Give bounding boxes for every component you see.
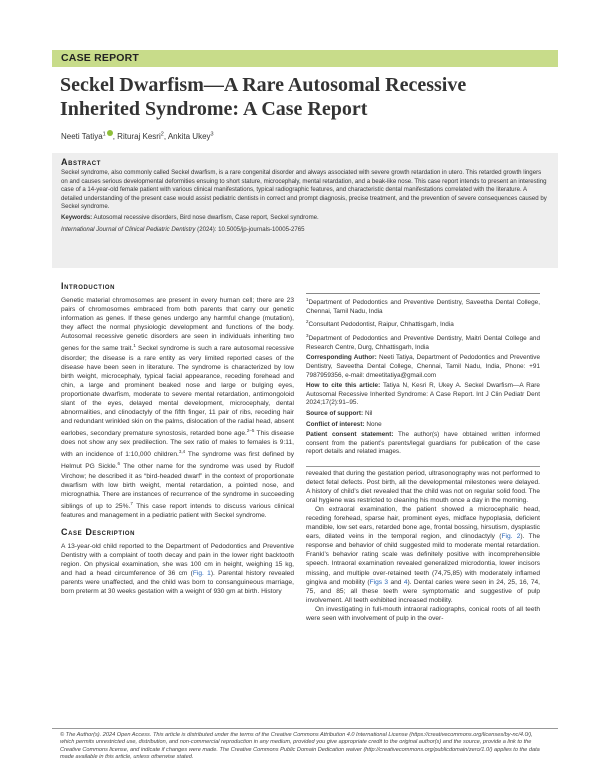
- journal-name: International Journal of Clinical Pediatric Dentistry: [61, 225, 196, 233]
- author-sup: 2: [160, 131, 164, 138]
- affiliation: $^3$Department of Pedodontics and Preventive Dentistry, Maitri Dental College and Research Centre, Durg, Chhattisgarh, India: [306, 333, 540, 351]
- license-footer: © The Author(s). 2024 Open Access. This article is distributed under the terms of the Creative Commons Attribution 4.0 International License (https://creativecommons.org/licenses/by-nc/4.0/), which permits unrestricted use, distribution, and non-commercial reproduction in any medium, provided you give appropriate credit to the original author(s) and the source, provide a link to the Creative Commons license, and indicate if changes were made. The Creative Commons Public Domain Dedication waiver (http://creativecommons.org/publicdomain/zero/1.0/) applies to the data made available in this article, unless otherwise stated.: [60, 732, 540, 761]
- abstract-box: [52, 153, 558, 268]
- introduction-paragraph: Genetic material chromosomes are present in every human cell; there are 23 pairs of chromosomes embraced from both parents that carry our genetic information as genes. If these genes undergo any harmful change (mutation), they affect the normal physiologic development and functions of the body. Autosomal recessive genetic disorders are seen in individuals inheriting two genes for the same trait.$^1$ Seckel syndrome is such a rare autosomal recessive disorder; the disease is a rare entity as very limited reported cases of the disease have been seen in literature. The syndrome is characterized by low birth weight, microcephaly, typical facial appearance, receding forehead and chin, a large and prominent beaked nose and large or bulging eyes, proportionate dwarfism, moderate to severe mental retardation, antimongoloid slant of the eyes, delayed mental development, microcephaly, dental abnormalities, and clinodactyly of the fifth finger, 11 pair of ribs, receding hair and redundant wrinkled skin on the palms, dislocation of the radial head, absent earlobes, secondary premature synostosis, retarded bone age.$^{2-5}$ This disease does not show any sex predilection. The sex ratio of males to females is 9:11, with an incidence of 1:10,000 children.$^{3,4}$ The syndrome was first defined by Helmut PG Sickle.$^6$ The other name for the syndrome was used by Rudolf Virchow; he described it as “bird-headed dwarf” in the context of proportionate dwarfism with low birth weight, mental retardation, a pointed nose, and micrognathia. There are instances of recurrence of the syndrome in succeeding siblings of up to 25%.$^7$ This case report intends to discuss various clinical features and management in a pediatric patient with Seckel syndrome.: [61, 297, 295, 520]
- body-paragraph: On investigating in full-mouth intraoral radiographs, conical roots of all teeth were seen with involvement of pulp in the over-: [306, 605, 540, 622]
- figure-link[interactable]: Figs 3: [369, 578, 389, 586]
- author-name[interactable]: Rituraj Kesri: [117, 132, 161, 141]
- right-column-body: [306, 469, 540, 623]
- author-name[interactable]: Neeti Tatiya: [61, 132, 103, 141]
- journal-doi[interactable]: (2024): 10.5005/jp-journals-10005-2765: [195, 225, 305, 233]
- introduction-heading: Introduction: [61, 281, 116, 291]
- author-sup: 3: [210, 131, 214, 138]
- case-report-banner: CASE REPORT: [52, 50, 558, 67]
- author-list: Neeti Tatiya$^1$ , Rituraj Kesri$^2$, Ankita Ukey$^3$: [61, 131, 214, 141]
- corresponding-author: Corresponding Author: Neeti Tatiya, Department of Pedodontics and Preventive Dentistry, Saveetha Dental College, Chennai, Tamil Nadu, India, Phone: +91 7987959356, e-mail: dmeetitatiya@gmail.com: [306, 354, 541, 379]
- keywords: [61, 214, 549, 222]
- figure-link[interactable]: Fig. 1: [192, 570, 211, 578]
- figure-link[interactable]: Fig. 2: [501, 533, 521, 541]
- source-of-support: Source of support: Nil: [306, 409, 373, 417]
- patient-consent: Patient consent statement: The author(s) have obtained written informed consent from the patient’s parents/legal guardians for publication of the case report details and related images.: [306, 431, 540, 456]
- orcid-icon[interactable]: [107, 130, 113, 136]
- author-name[interactable]: Ankita Ukey: [167, 132, 211, 141]
- case-description-paragraph: A 13-year-old child reported to the Department of Pedodontics and Preventive Dentistry with a complaint of tooth decay and pain in the lower right backtooth region. On physical examination, she was 100 cm in height, weighing 15 kg, and had a head circumference of 36 cm (Fig. 1). Parental history revealed parents were unaffected, and the child was born to consanguineous marriage, born preterm at 30 weeks gestation with a weight of 930 gm at birth. History: [61, 543, 294, 596]
- affiliation: $^2$Consultant Pedodontist, Raipur, Chhattisgarh, India: [306, 319, 454, 329]
- affiliation-divider: [306, 293, 540, 294]
- abstract-body: Seckel syndrome, also commonly called Seckel dwarfism, is a rare congenital disorder and always associated with severe growth retardation in utero. This retarded growth lingers on and causes serious developmental deformities ensuing to short stature, microcephaly, mental retardation, and a beak-like nose. This case report intends to present an interesting case of a 14-year-old female patient with various clinical manifestations, typical radiographic features, and characteristic dental manifestations correlated with the literature. A detailed understanding of the present case would assist pediatric dentists in correct and prompt diagnosis, precise treatment, and the prevention of severe consequences caused by Seckel syndrome.: [61, 169, 547, 211]
- author-sup: 1: [102, 131, 106, 138]
- body-paragraph: revealed that during the gestation period, ultrasonography was not performed to detect fetal defects. Post birth, all the developmental milestones were delayed. A history of child’s diet revealed that the child was not on regular solid food. The oral hygiene was restricted to cleaning his mouth once a day in the morning.: [306, 470, 540, 505]
- citation-info: How to cite this article: Tatiya N, Kesri R, Ukey A. Seckel Dwarfism—A Rare Autosomal Recessive Inherited Syndrome: A Case Report. Int J Clin Pediatr Dent 2024;17(2):91–95.: [306, 382, 540, 407]
- keywords-text: Autosomal recessive disorders, Bird nose dwarfism, Case report, Seckel syndrome.: [93, 214, 319, 222]
- affiliation: $^1$Department of Pedodontics and Preventive Dentistry, Saveetha Dental College, Chennai, Tamil Nadu, India: [306, 297, 540, 315]
- case-description-heading: Case Description: [61, 527, 136, 538]
- keywords-label: Keywords:: [61, 214, 93, 222]
- footer-divider: [52, 728, 558, 729]
- journal-citation: [61, 226, 549, 234]
- left-column: [61, 282, 294, 596]
- article-title: Seckel Dwarfism—A Rare Autosomal Recessive Inherited Syndrome: A Case Report: [60, 74, 467, 120]
- figure-link[interactable]: 4: [403, 578, 408, 586]
- right-column-divider: [306, 466, 540, 467]
- affiliation-block: [306, 296, 540, 459]
- body-paragraph: On extraoral examination, the patient showed a microcephalic head, receding forehead, sparse hair, prominent eyes, midface hypoplasia, deficient mandible, low set ears, retarded bone age, frontal bossing, hirsutism, dysplastic ears, dilated veins in the temporal region, and clinodactyly (Fig. 2). The response and behavior of child suggested mild to moderate mental retardation. Frankl’s behavior rating scale was definitely positive with incomprehensible speech. Intraoral examination revealed generalized microdontia, lower incisors missing, and multiple over-retained teeth (74,75,85) with moderately inflamed gingiva and mobility (Figs 3 and 4). Dental caries were seen in 24, 25, 16, 74, 75, and 85; all these teeth were symptomatic and suggestive of pulp involvement. All teeth exhibited increased mobility.: [306, 506, 540, 604]
- conflict-of-interest: Conflict of interest: None: [306, 420, 382, 428]
- abstract-heading: Abstract: [61, 157, 101, 167]
